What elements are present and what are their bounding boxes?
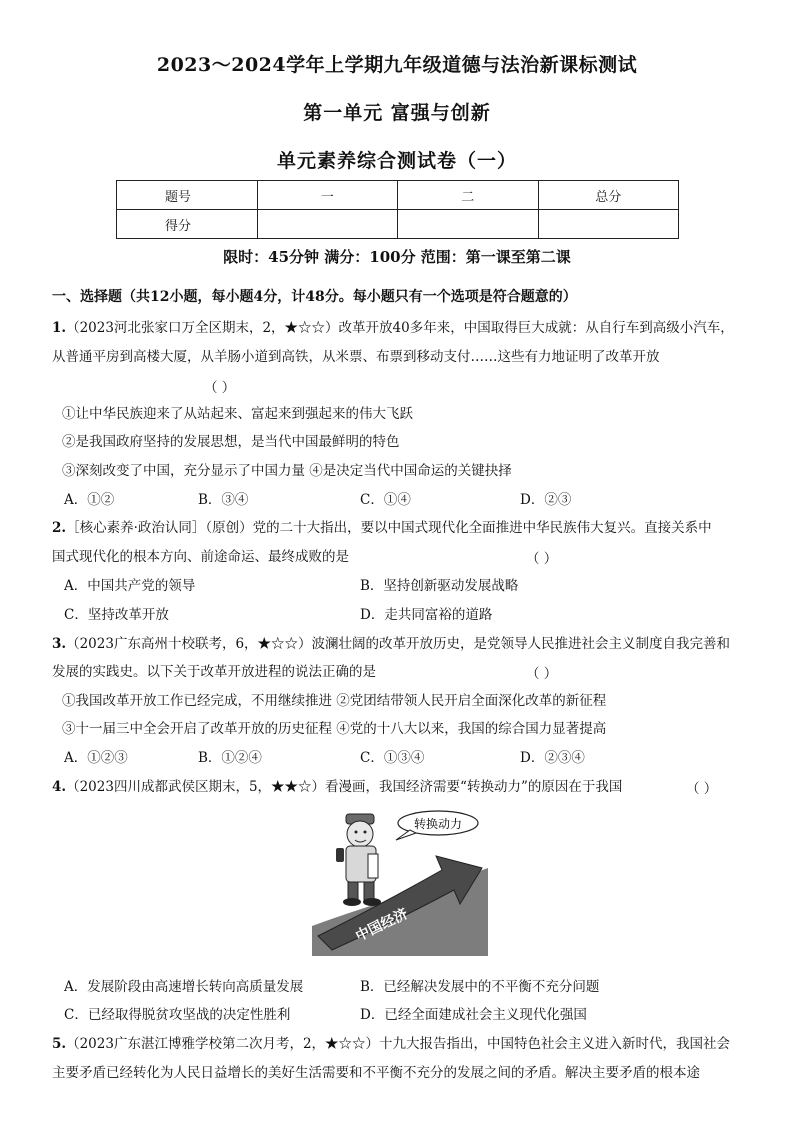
paper-title: 单元素养综合测试卷（一）	[276, 150, 517, 172]
arrow-label: 中国经济	[353, 905, 411, 945]
option-c[interactable]: C．①③④	[360, 750, 425, 766]
option-a[interactable]: A．发展阶段由高速增长转向高质量发展	[64, 979, 304, 995]
score-cell[interactable]	[538, 210, 679, 239]
microphone-shape	[336, 848, 344, 862]
score-cell[interactable]	[257, 210, 398, 239]
question-2-line	[52, 518, 752, 538]
option-b[interactable]: B．③④	[198, 492, 249, 508]
exam-title: 2023～2024学年上学期九年级道德与法治新课标测试	[156, 54, 638, 76]
question-5-line: 主要矛盾已经转化为人民日益增长的美好生活需要和不平衡不充分的发展之间的矛盾。解决主要矛盾的根本途	[52, 1065, 700, 1081]
option-a[interactable]: A．中国共产党的领导	[64, 578, 196, 594]
unit-title: 第一单元 富强与创新	[303, 102, 491, 124]
option-d[interactable]: D．②③④	[520, 750, 585, 766]
question-3-line: 发展的实践史。以下关于改革开放进程的说法正确的是	[52, 664, 376, 680]
statement: ②是我国政府坚持的发展思想，是当代中国最鲜明的特色	[62, 434, 400, 450]
option-b[interactable]: B．坚持创新驱动发展战略	[360, 578, 519, 594]
score-cell: 得分	[117, 210, 258, 239]
question-3-line	[52, 634, 752, 654]
score-cell: 总分	[538, 181, 679, 210]
score-cell[interactable]	[398, 210, 539, 239]
option-a[interactable]: A．①②	[64, 492, 115, 508]
statement: ①我国改革开放工作已经完成，不用继续推进 ②党团结带领人民开启全面深化改革的新征程	[62, 693, 607, 709]
question-1-line	[52, 318, 752, 338]
option-d[interactable]: D．已经全面建成社会主义现代化强国	[360, 1007, 587, 1023]
question-text: ［核心素养·政治认同］（原创）党的二十大指出，要以中国式现代化全面推进中华民族伟大复兴。直接关系中	[66, 520, 712, 536]
option-b[interactable]: B．①②④	[198, 750, 262, 766]
question-4-line	[52, 777, 752, 797]
question-text: （2023广东湛江博雅学校第二次月考，2，★☆☆）十九大报告指出，中国特色社会主义进入新时代，我国社会	[66, 1036, 731, 1052]
score-table	[116, 180, 679, 239]
answer-blank[interactable]: （ ）	[526, 551, 558, 567]
question-text: （2023四川成都武侯区期末，5，★★☆）看漫画，我国经济需要“转换动力”的原因在于我国	[66, 779, 623, 795]
answer-blank[interactable]: （ ）	[686, 781, 718, 797]
option-c[interactable]: C．①④	[360, 492, 411, 508]
question-number: 2.	[52, 520, 67, 536]
answer-blank[interactable]: （ ）	[204, 380, 236, 396]
question-text: （2023河北张家口万全区期末，2，★☆☆）改革开放40多年来，中国取得巨大成就：从自行车到高级小汽车，	[66, 320, 734, 336]
head-shape	[347, 821, 373, 847]
option-c[interactable]: C．坚持改革开放	[64, 607, 169, 623]
section-heading: 一、选择题（共12小题，每小题4分，计48分。每小题只有一个选项是符合题意的）	[52, 289, 577, 305]
question-number: 3.	[52, 636, 67, 652]
option-b[interactable]: B．已经解决发展中的不平衡不充分问题	[360, 979, 600, 995]
option-d[interactable]: D．②③	[520, 492, 572, 508]
score-cell: 一	[257, 181, 398, 210]
statement: ①让中华民族迎来了从站起来、富起来到强起来的伟大飞跃	[62, 406, 413, 422]
economy-cartoon	[312, 808, 488, 956]
statement: ③深刻改变了中国，充分显示了中国力量 ④是决定当代中国命运的关键抉择	[62, 463, 512, 479]
bubble-text: 转换动力	[413, 817, 463, 831]
sign-shape	[368, 854, 378, 878]
question-text: （2023广东高州十校联考，6，★☆☆）波澜壮阔的改革开放历史，是党领导人民推进社会主义制度自我完善和	[66, 636, 731, 652]
question-number: 4.	[52, 779, 67, 795]
question-5-line	[52, 1034, 752, 1054]
question-1-line: 从普通平房到高楼大厦，从羊肠小道到高铁，从米票、布票到移动支付……这些有力地证明了改革开放	[52, 349, 660, 365]
option-c[interactable]: C．已经取得脱贫攻坚战的决定性胜利	[64, 1007, 291, 1023]
exam-meta: 限时：45分钟 满分：100分 范围：第一课至第二课	[223, 248, 571, 266]
score-table-score-row	[117, 210, 679, 239]
score-cell: 题号	[117, 181, 258, 210]
option-a[interactable]: A．①②③	[64, 750, 128, 766]
statement: ③十一届三中全会开启了改革开放的历史征程 ④党的十八大以来，我国的综合国力显著提高	[62, 721, 607, 737]
question-number: 1.	[52, 320, 67, 336]
score-cell: 二	[398, 181, 539, 210]
score-table-header-row	[117, 181, 679, 210]
question-number: 5.	[52, 1036, 67, 1052]
answer-blank[interactable]: （ ）	[526, 666, 558, 682]
question-2-line: 国式现代化的根本方向、前途命运、最终成败的是	[52, 549, 349, 565]
option-d[interactable]: D．走共同富裕的道路	[360, 607, 493, 623]
